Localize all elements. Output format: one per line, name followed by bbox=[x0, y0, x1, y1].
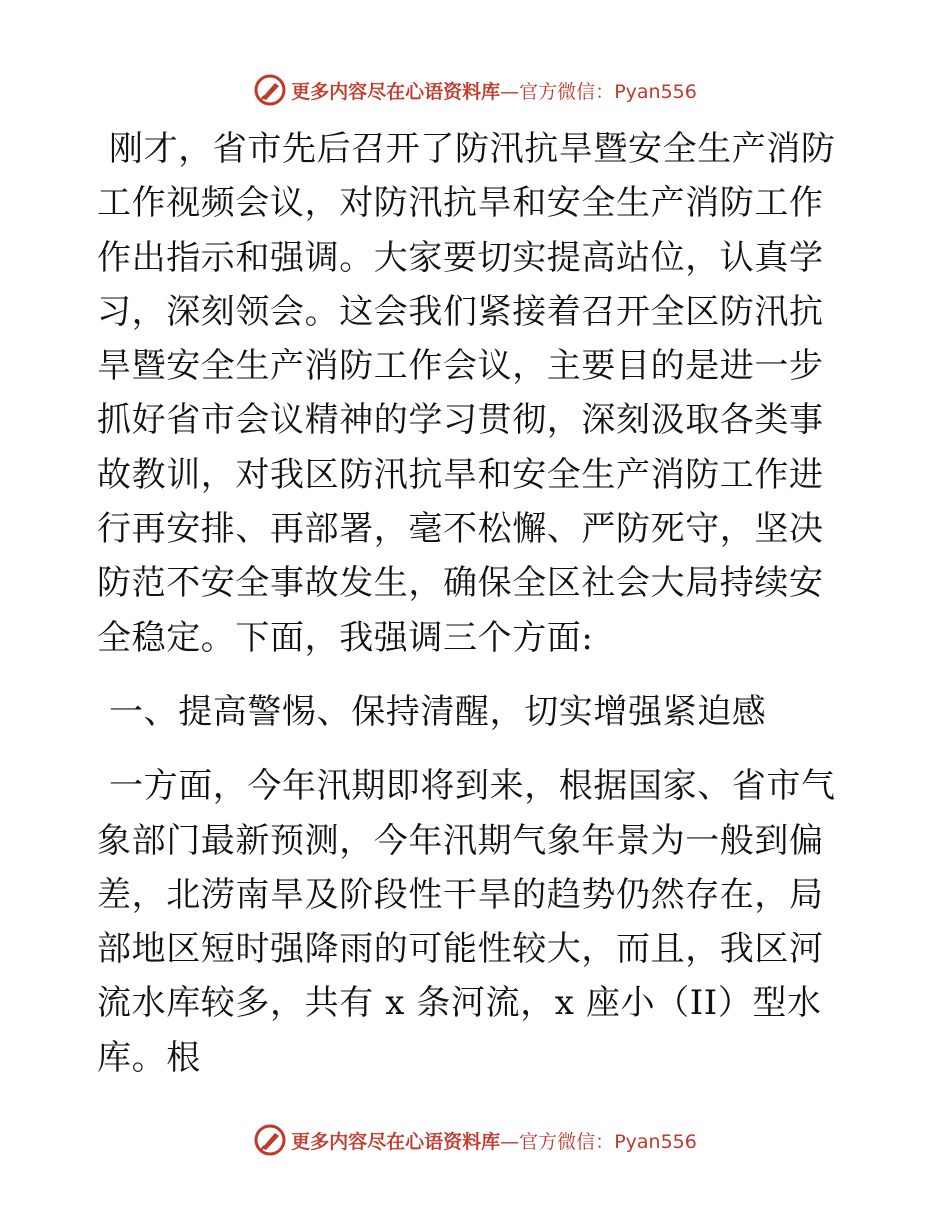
watermark-separator: — bbox=[500, 80, 520, 103]
document-body bbox=[97, 122, 857, 1085]
watermark-wechat-label: 官方微信： bbox=[519, 80, 615, 103]
footer-watermark bbox=[0, 1118, 950, 1162]
watermark-wechat-label: 官方微信： bbox=[519, 1130, 615, 1153]
watermark-site-text: 更多内容尽在心语资料库 bbox=[291, 80, 501, 103]
watermark-site-text: 更多内容尽在心语资料库 bbox=[291, 1130, 501, 1153]
watermark-wechat-id: Pyan556 bbox=[614, 1130, 697, 1153]
feather-pen-logo-icon bbox=[253, 1123, 287, 1157]
watermark-wechat-id: Pyan556 bbox=[614, 80, 697, 103]
body-paragraph-1: 刚才，省市先后召开了防汛抗旱暨安全生产消防工作视频会议，对防汛抗旱和安全生产消防工作作出指示和强调。大家要切实提高站位，认真学习，深刻领会。这会我们紧接着召开全区防汛抗旱暨安全生产消防工作会议，主要目的是进一步抓好省市会议精神的学习贯彻，深刻汲取各类事故教训，对我区防汛抗旱和安全生产消防工作进行再安排、再部署，毫不松懈、严防死守，坚决防范不安全事故发生，确保全区社会大局持续安全稳定。下面，我强调三个方面: bbox=[97, 129, 836, 658]
watermark-text bbox=[291, 77, 697, 104]
header-watermark bbox=[0, 68, 950, 112]
section-heading-1: 一、提高警惕、保持清醒，切实增强紧迫感 bbox=[109, 691, 767, 732]
feather-pen-logo-icon bbox=[253, 73, 287, 107]
watermark-separator: — bbox=[500, 1130, 520, 1153]
watermark-text bbox=[291, 1127, 697, 1154]
body-paragraph-2: 一方面，今年汛期即将到来，根据国家、省市气象部门最新预测，今年汛期气象年景为一般到偏差，北涝南旱及阶段性干旱的趋势仍然存在，局部地区短时强降雨的可能性较大，而且，我区河流水库较多，共有 x 条河流，x 座小（II）型水库。根 bbox=[97, 766, 836, 1078]
